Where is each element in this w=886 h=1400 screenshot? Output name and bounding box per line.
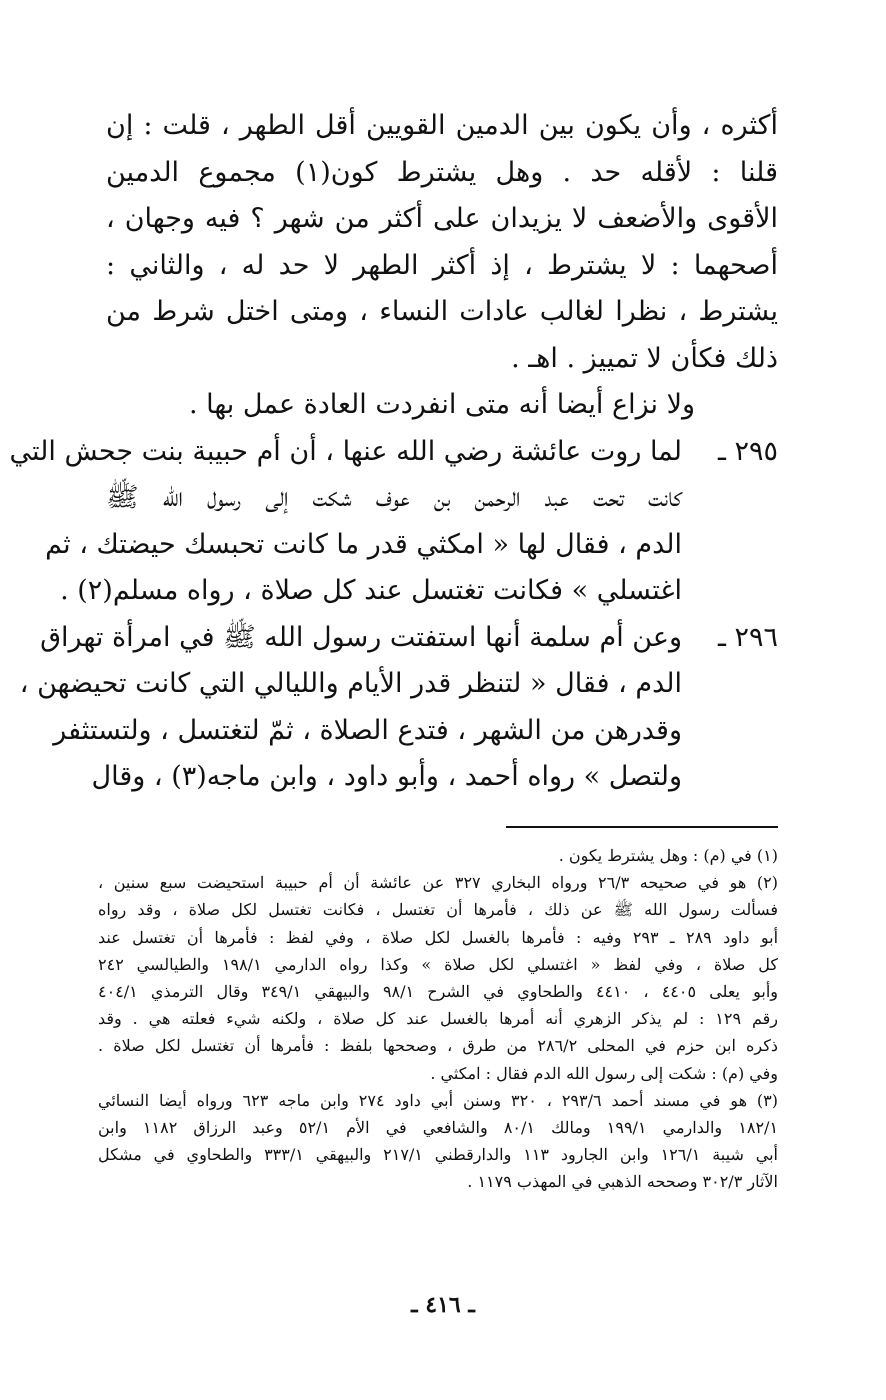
paragraph-2: ولا نزاع أيضا أنه متى انفردت العادة عمل بها .	[188, 389, 696, 420]
page-number: ـ ٤١٦ ـ	[411, 1292, 475, 1318]
text-line: ولتصل » رواه أحمد ، وأبو داود ، وابن ماجه(٣) ، وقال	[91, 761, 682, 792]
footnote-line: ذكره ابن حزم في المحلى ٢٨٦/٢ من طرق ، وصححها بلفظ : فأمرها أن تغتسل لكل صلاة .	[98, 1036, 778, 1056]
main-text	[9, 103, 779, 801]
footnotes	[98, 842, 778, 1195]
text-line: أكثره ، وأن يكون بين الدمين القويين أقل الطهر ، قلت : إن	[106, 110, 778, 141]
paragraph-1	[106, 103, 778, 382]
hadith-number: ٢٩٥ ـ	[717, 435, 778, 467]
text-line: الدم ، فقال لها « امكثي قدر ما كانت تحبسك حيضتك ، ثم	[45, 528, 682, 560]
footnote-2	[98, 869, 778, 1087]
footnote-line: وأبو يعلى ٤٤٠٥ ، ٤٤١٠ والطحاوي في الشرح ٩٨/١ والبيهقي ٣٤٩/١ وقال الترمذي ٤٠٤/١	[98, 981, 778, 1001]
footnote-line: ١٨٢/١ والدارمي ١٩٩/١ ومالك ٨٠/١ والشافعي في الأم ٥٢/١ وعبد الرزاق ١١٨٢ وابن	[98, 1117, 779, 1137]
text-line: ذلك فكأن لا تمييز . اهـ .	[511, 342, 778, 374]
footnote-1	[98, 842, 778, 869]
footnote-line: (٢) هو في صحيحه ٢٦/٣ ورواه البخاري ٣٢٧ عن عائشة أن أم حبيبة استحيضت سبع سنين ،	[98, 873, 778, 893]
text-line: وقدرهن من الشهر ، فتدع الصلاة ، ثمّ لتغتسل ، ولتستثفر	[53, 714, 682, 746]
text-line: أصحهما : لا يشترط ، إذ أكثر الطهر لا حد له ، والثاني :	[106, 249, 778, 281]
footnote-line: (٣) هو في مسند أحمد ٢٩٣/٦ ، ٣٢٠ وسنن أبي داود ٢٧٤ وابن ماجه ٦٢٣ ورواه أيضا النسائي	[98, 1090, 779, 1110]
text-line: وعن أم سلمة أنها استفتت رسول الله ﷺ في امرأة تهراق	[40, 621, 682, 653]
text-line: كانت تحت عبد الرحمن بن عوف شكت إلى رسول الله ﷺ	[106, 482, 682, 513]
text-line: قلنا : لأقله حد . وهل يشترط كون(١) مجموع الدمين	[106, 156, 779, 188]
footnote-line: أبي شيبة ١٢٦/١ وابن الجارود ١١٣ والدارقطني ٢١٧/١ والبيهقي ٣٣٣/١ والطحاوي في مشكل	[98, 1145, 778, 1165]
footnote-line: كل صلاة ، وفي لفظ « اغتسلي لكل صلاة » وكذا رواه الدارمي ١٩٨/١ والطيالسي ٢٤٢	[98, 954, 778, 974]
text-line: اغتسلي » فكانت تغتسل عند كل صلاة ، رواه مسلم(٢) .	[60, 575, 682, 606]
hadith-295	[9, 429, 778, 615]
text-line: يشترط ، نظرا لغالب عادات النساء ، ومتى اختل شرط من	[106, 296, 778, 327]
footnote-line: رقم ١٢٩ : لم يذكر الزهري أنه أمرها بالغسل عند كل صلاة ، ولكنه شيء فعلته هي . وقد	[98, 1009, 778, 1029]
text-line: الدم ، فقال « لتنظر قدر الأيام والليالي التي كانت تحيضهن ،	[19, 668, 682, 699]
footnote-line: وفي (م) : شكت إلى رسول الله الدم فقال : امكثي .	[430, 1063, 778, 1083]
hadith-number: ٢٩٦ ـ	[717, 621, 778, 653]
footnote-line: فسألت رسول الله ﷺ عن ذلك ، فأمرها أن تغتسل ، فكانت تغتسل لكل صلاة ، وقد رواه	[98, 900, 778, 920]
text-line: لما روت عائشة رضي الله عنها ، أن أم حبيبة بنت جحش التي	[9, 435, 682, 467]
footnote-line: الآثار ٣٠٢/٣ وصححه الذهبي في المهذب ١١٧٩ .	[467, 1172, 778, 1192]
footnote-line: (١) في (م) : وهل يشترط يكون .	[558, 846, 778, 865]
footnote-line: أبو داود ٢٨٩ ـ ٢٩٣ وفيه : فأمرها بالغسل لكل صلاة ، وفي لفظ : فأمرها أن تغتسل عند	[98, 927, 779, 947]
footnote-3	[98, 1087, 778, 1196]
text-line: الأقوى والأضعف لا يزيدان على أكثر من شهر ؟ فيه وجهان ،	[106, 203, 778, 234]
footnote-divider	[506, 826, 778, 828]
hadith-296	[19, 615, 778, 801]
